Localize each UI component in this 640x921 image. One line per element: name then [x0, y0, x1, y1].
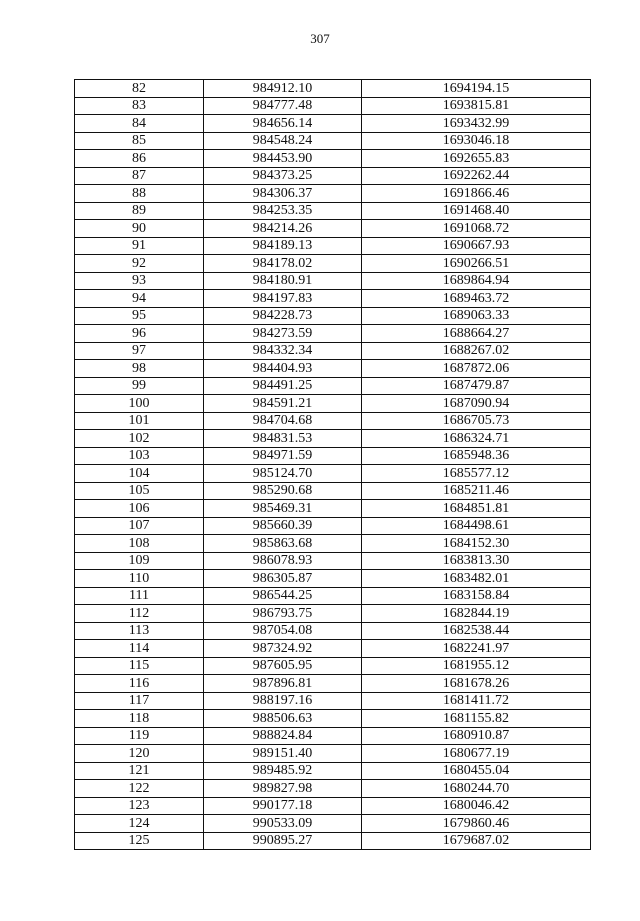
point-number-cell: 125	[75, 832, 204, 850]
point-number-cell: 110	[75, 570, 204, 588]
point-number-cell: 103	[75, 447, 204, 465]
point-number-cell: 115	[75, 657, 204, 675]
y-coordinate-cell: 1686324.71	[362, 430, 591, 448]
y-coordinate-cell: 1686705.73	[362, 412, 591, 430]
table-row	[75, 220, 591, 238]
x-coordinate-cell: 986078.93	[204, 552, 362, 570]
x-coordinate-cell: 989151.40	[204, 745, 362, 763]
table-row	[75, 307, 591, 325]
x-coordinate-cell: 984491.25	[204, 377, 362, 395]
table-row	[75, 587, 591, 605]
y-coordinate-cell: 1691468.40	[362, 202, 591, 220]
x-coordinate-cell: 986544.25	[204, 587, 362, 605]
point-number-cell: 116	[75, 675, 204, 693]
point-number-cell: 102	[75, 430, 204, 448]
y-coordinate-cell: 1683158.84	[362, 587, 591, 605]
point-number-cell: 124	[75, 815, 204, 833]
x-coordinate-cell: 988506.63	[204, 710, 362, 728]
y-coordinate-cell: 1681955.12	[362, 657, 591, 675]
x-coordinate-cell: 984253.35	[204, 202, 362, 220]
point-number-cell: 92	[75, 255, 204, 273]
y-coordinate-cell: 1694194.15	[362, 80, 591, 98]
x-coordinate-cell: 984373.25	[204, 167, 362, 185]
point-number-cell: 95	[75, 307, 204, 325]
table-row	[75, 360, 591, 378]
y-coordinate-cell: 1691866.46	[362, 185, 591, 203]
y-coordinate-cell: 1690667.93	[362, 237, 591, 255]
table-row	[75, 272, 591, 290]
point-number-cell: 108	[75, 535, 204, 553]
table-row	[75, 115, 591, 133]
x-coordinate-cell: 985124.70	[204, 465, 362, 483]
page-number: 307	[310, 31, 330, 46]
y-coordinate-cell: 1687479.87	[362, 377, 591, 395]
point-number-cell: 118	[75, 710, 204, 728]
y-coordinate-cell: 1680677.19	[362, 745, 591, 763]
y-coordinate-cell: 1689063.33	[362, 307, 591, 325]
table-row	[75, 202, 591, 220]
y-coordinate-cell: 1682844.19	[362, 605, 591, 623]
table-row	[75, 342, 591, 360]
y-coordinate-cell: 1693046.18	[362, 132, 591, 150]
table-row	[75, 325, 591, 343]
x-coordinate-cell: 988197.16	[204, 692, 362, 710]
point-number-cell: 111	[75, 587, 204, 605]
point-number-cell: 93	[75, 272, 204, 290]
x-coordinate-cell: 984214.26	[204, 220, 362, 238]
y-coordinate-cell: 1689463.72	[362, 290, 591, 308]
x-coordinate-cell: 984228.73	[204, 307, 362, 325]
point-number-cell: 104	[75, 465, 204, 483]
x-coordinate-cell: 984548.24	[204, 132, 362, 150]
table-row	[75, 570, 591, 588]
table-row	[75, 762, 591, 780]
point-number-cell: 123	[75, 797, 204, 815]
y-coordinate-cell: 1688267.02	[362, 342, 591, 360]
x-coordinate-cell: 987324.92	[204, 640, 362, 658]
point-number-cell: 84	[75, 115, 204, 133]
point-number-cell: 109	[75, 552, 204, 570]
x-coordinate-cell: 984453.90	[204, 150, 362, 168]
point-number-cell: 107	[75, 517, 204, 535]
table-row	[75, 797, 591, 815]
y-coordinate-cell: 1679687.02	[362, 832, 591, 850]
table-row	[75, 412, 591, 430]
table-row	[75, 780, 591, 798]
y-coordinate-cell: 1693815.81	[362, 97, 591, 115]
point-number-cell: 112	[75, 605, 204, 623]
point-number-cell: 86	[75, 150, 204, 168]
table-row	[75, 395, 591, 413]
point-number-cell: 94	[75, 290, 204, 308]
table-row	[75, 377, 591, 395]
table-row	[75, 185, 591, 203]
y-coordinate-cell: 1690266.51	[362, 255, 591, 273]
table-row	[75, 710, 591, 728]
point-number-cell: 101	[75, 412, 204, 430]
y-coordinate-cell: 1680244.70	[362, 780, 591, 798]
x-coordinate-cell: 989827.98	[204, 780, 362, 798]
table-row	[75, 167, 591, 185]
table-row	[75, 237, 591, 255]
x-coordinate-cell: 985290.68	[204, 482, 362, 500]
y-coordinate-cell: 1680046.42	[362, 797, 591, 815]
point-number-cell: 88	[75, 185, 204, 203]
x-coordinate-cell: 984777.48	[204, 97, 362, 115]
x-coordinate-cell: 984704.68	[204, 412, 362, 430]
point-number-cell: 87	[75, 167, 204, 185]
table-row	[75, 447, 591, 465]
x-coordinate-cell: 987896.81	[204, 675, 362, 693]
table-row	[75, 535, 591, 553]
coordinates-table	[74, 79, 591, 850]
x-coordinate-cell: 986793.75	[204, 605, 362, 623]
table-row	[75, 80, 591, 98]
point-number-cell: 121	[75, 762, 204, 780]
table-row	[75, 132, 591, 150]
table-row	[75, 97, 591, 115]
x-coordinate-cell: 985469.31	[204, 500, 362, 518]
point-number-cell: 90	[75, 220, 204, 238]
table-row	[75, 640, 591, 658]
point-number-cell: 113	[75, 622, 204, 640]
point-number-cell: 120	[75, 745, 204, 763]
point-number-cell: 114	[75, 640, 204, 658]
table-row	[75, 675, 591, 693]
x-coordinate-cell: 990895.27	[204, 832, 362, 850]
table-row	[75, 622, 591, 640]
table-row	[75, 290, 591, 308]
y-coordinate-cell: 1683813.30	[362, 552, 591, 570]
x-coordinate-cell: 986305.87	[204, 570, 362, 588]
y-coordinate-cell: 1681155.82	[362, 710, 591, 728]
x-coordinate-cell: 989485.92	[204, 762, 362, 780]
x-coordinate-cell: 984656.14	[204, 115, 362, 133]
point-number-cell: 89	[75, 202, 204, 220]
table-row	[75, 552, 591, 570]
x-coordinate-cell: 984332.34	[204, 342, 362, 360]
y-coordinate-cell: 1688664.27	[362, 325, 591, 343]
y-coordinate-cell: 1692262.44	[362, 167, 591, 185]
point-number-cell: 122	[75, 780, 204, 798]
point-number-cell: 105	[75, 482, 204, 500]
table-row	[75, 482, 591, 500]
x-coordinate-cell: 984189.13	[204, 237, 362, 255]
table-row	[75, 727, 591, 745]
x-coordinate-cell: 984306.37	[204, 185, 362, 203]
point-number-cell: 106	[75, 500, 204, 518]
point-number-cell: 97	[75, 342, 204, 360]
point-number-cell: 82	[75, 80, 204, 98]
y-coordinate-cell: 1687872.06	[362, 360, 591, 378]
y-coordinate-cell: 1682538.44	[362, 622, 591, 640]
x-coordinate-cell: 988824.84	[204, 727, 362, 745]
y-coordinate-cell: 1687090.94	[362, 395, 591, 413]
point-number-cell: 100	[75, 395, 204, 413]
y-coordinate-cell: 1693432.99	[362, 115, 591, 133]
y-coordinate-cell: 1680455.04	[362, 762, 591, 780]
y-coordinate-cell: 1679860.46	[362, 815, 591, 833]
x-coordinate-cell: 987605.95	[204, 657, 362, 675]
y-coordinate-cell: 1685948.36	[362, 447, 591, 465]
y-coordinate-cell: 1684152.30	[362, 535, 591, 553]
y-coordinate-cell: 1681678.26	[362, 675, 591, 693]
x-coordinate-cell: 985863.68	[204, 535, 362, 553]
point-number-cell: 83	[75, 97, 204, 115]
y-coordinate-cell: 1681411.72	[362, 692, 591, 710]
table-row	[75, 430, 591, 448]
table-row	[75, 745, 591, 763]
x-coordinate-cell: 984831.53	[204, 430, 362, 448]
y-coordinate-cell: 1691068.72	[362, 220, 591, 238]
point-number-cell: 117	[75, 692, 204, 710]
point-number-cell: 99	[75, 377, 204, 395]
y-coordinate-cell: 1685211.46	[362, 482, 591, 500]
table-row	[75, 255, 591, 273]
y-coordinate-cell: 1684851.81	[362, 500, 591, 518]
x-coordinate-cell: 984273.59	[204, 325, 362, 343]
y-coordinate-cell: 1682241.97	[362, 640, 591, 658]
x-coordinate-cell: 985660.39	[204, 517, 362, 535]
y-coordinate-cell: 1680910.87	[362, 727, 591, 745]
x-coordinate-cell: 984912.10	[204, 80, 362, 98]
y-coordinate-cell: 1684498.61	[362, 517, 591, 535]
table-row	[75, 692, 591, 710]
table-row	[75, 465, 591, 483]
point-number-cell: 119	[75, 727, 204, 745]
y-coordinate-cell: 1689864.94	[362, 272, 591, 290]
point-number-cell: 91	[75, 237, 204, 255]
x-coordinate-cell: 984591.21	[204, 395, 362, 413]
x-coordinate-cell: 984197.83	[204, 290, 362, 308]
x-coordinate-cell: 984404.93	[204, 360, 362, 378]
coordinates-table-body	[75, 80, 591, 850]
point-number-cell: 85	[75, 132, 204, 150]
x-coordinate-cell: 984178.02	[204, 255, 362, 273]
x-coordinate-cell: 990533.09	[204, 815, 362, 833]
y-coordinate-cell: 1683482.01	[362, 570, 591, 588]
point-number-cell: 96	[75, 325, 204, 343]
y-coordinate-cell: 1692655.83	[362, 150, 591, 168]
x-coordinate-cell: 990177.18	[204, 797, 362, 815]
table-row	[75, 150, 591, 168]
table-row	[75, 657, 591, 675]
x-coordinate-cell: 984971.59	[204, 447, 362, 465]
table-row	[75, 500, 591, 518]
table-row	[75, 832, 591, 850]
table-row	[75, 605, 591, 623]
y-coordinate-cell: 1685577.12	[362, 465, 591, 483]
table-row	[75, 517, 591, 535]
x-coordinate-cell: 984180.91	[204, 272, 362, 290]
x-coordinate-cell: 987054.08	[204, 622, 362, 640]
point-number-cell: 98	[75, 360, 204, 378]
table-row	[75, 815, 591, 833]
